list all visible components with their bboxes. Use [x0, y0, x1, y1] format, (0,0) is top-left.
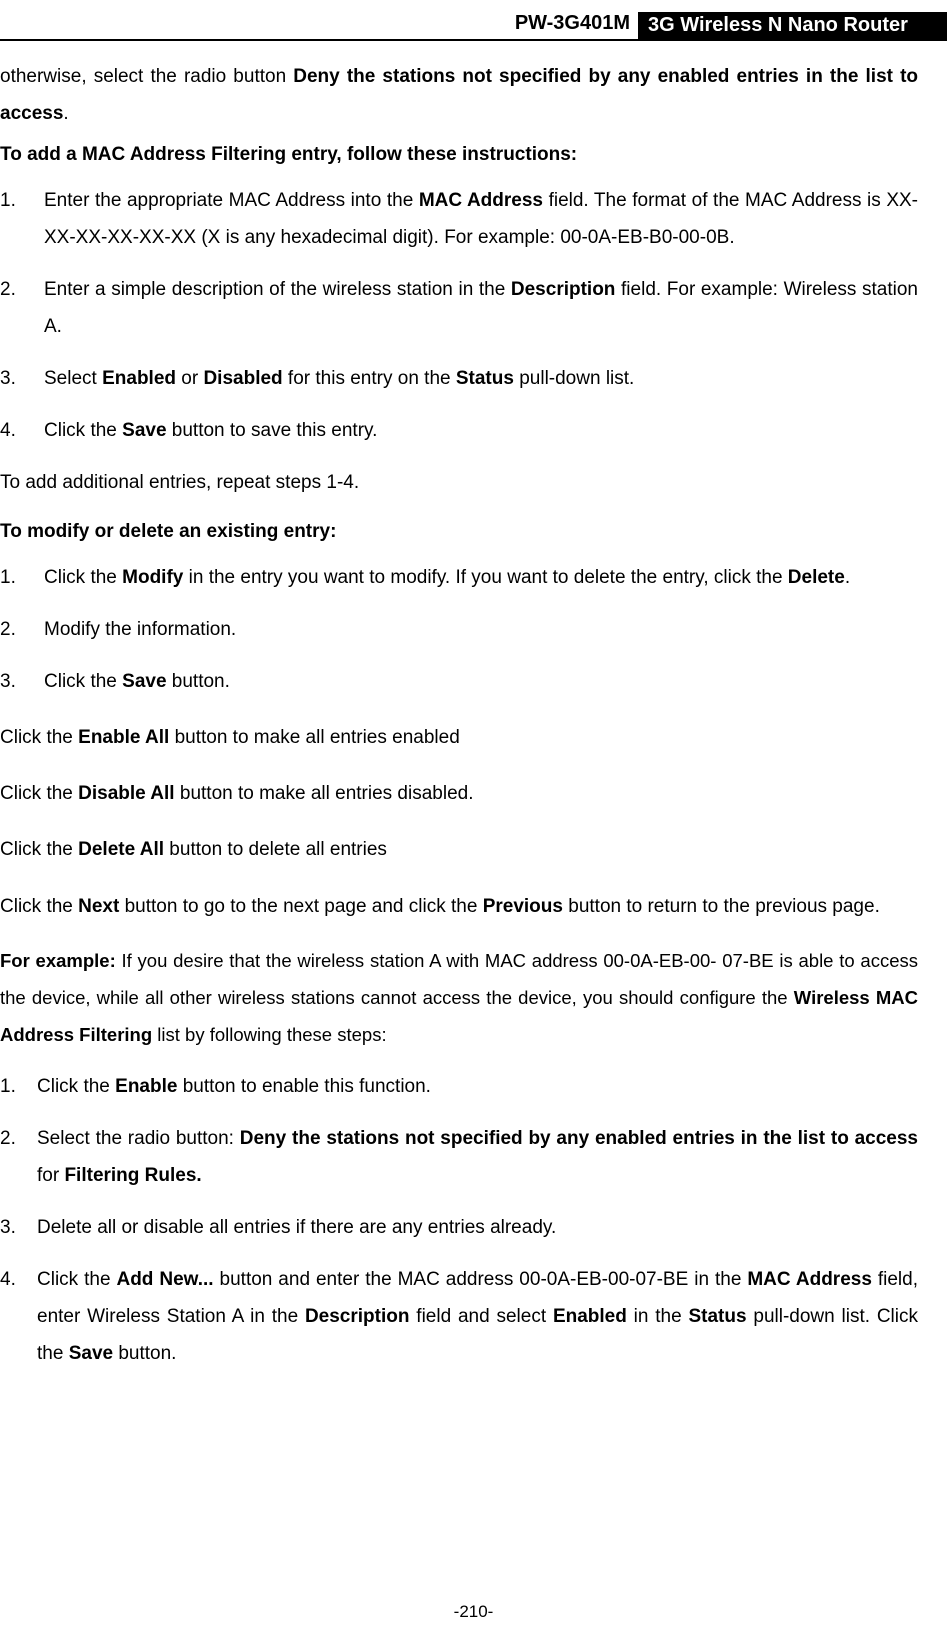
header-title: 3G Wireless N Nano Router — [638, 12, 947, 39]
add-heading: To add a MAC Address Filtering entry, follow these instructions: — [0, 144, 578, 165]
deny-option: Deny the stations not specified by any enabled entries in the list to access — [0, 66, 919, 124]
intro-paragraph: otherwise, select the radio button Deny the stations not specified by any enabled entries in the list to access. — [0, 66, 919, 124]
modify-step: 2. Modify the information. — [0, 619, 237, 640]
next-previous-paragraph: Click the Next button to go to the next page and click the Previous button to return to the previous page. — [0, 896, 880, 917]
disable-all-line: Click the Disable All button to make all entries disabled. — [0, 783, 474, 804]
repeat-text: To add additional entries, repeat steps 1-4. — [0, 472, 360, 493]
example-step: 2. Select the radio button: Deny the stations not specified by any enabled entries in the list to access for Filtering Rules. — [0, 1128, 919, 1186]
add-step: 4. Click the Save button to save this entry. — [0, 420, 378, 441]
enable-all-line: Click the Enable All button to make all entries enabled — [0, 727, 460, 748]
add-step: 1. Enter the appropriate MAC Address into the MAC Address field. The format of the MAC Address is XX-XX-XX-XX-XX-XX (X is any hexadecimal digit). For example: 00-0A-EB-B0-00-0B. — [0, 190, 918, 248]
modify-step: 3. Click the Save button. — [0, 671, 230, 692]
header-model: PW-3G401M — [514, 12, 630, 34]
modify-heading: To modify or delete an existing entry: — [0, 521, 337, 542]
example-step: 3. Delete all or disable all entries if there are any entries already. — [0, 1217, 557, 1238]
add-step: 3. Select Enabled or Disabled for this entry on the Status pull-down list. — [0, 368, 635, 389]
page-number: -210- — [453, 1602, 494, 1621]
add-step: 2. Enter a simple description of the wireless station in the Description field. For example: Wireless station A. — [0, 279, 918, 337]
example-step: 4. Click the Add New... button and enter the MAC address 00-0A-EB-00-07-BE in the MAC Address field, enter Wireless Station A in the Description field and select Enabled in the Status pull-down list. Click the Save button. — [0, 1269, 918, 1364]
example-paragraph: For example: If you desire that the wireless station A with MAC address 00-0A-EB-00- 07-BE is able to access the device, while all other wireless stations cannot access the device, you should configure the Wireless MAC Address Filtering list by following these steps: — [0, 950, 918, 1045]
modify-step: 1. Click the Modify in the entry you want to modify. If you want to delete the entry, click the Delete. — [0, 567, 851, 588]
example-step: 1. Click the Enable button to enable this function. — [0, 1076, 431, 1097]
delete-all-line: Click the Delete All button to delete all entries — [0, 839, 387, 860]
header-rule — [0, 39, 947, 41]
document-body — [0, 58, 918, 1372]
page-header — [0, 0, 947, 42]
